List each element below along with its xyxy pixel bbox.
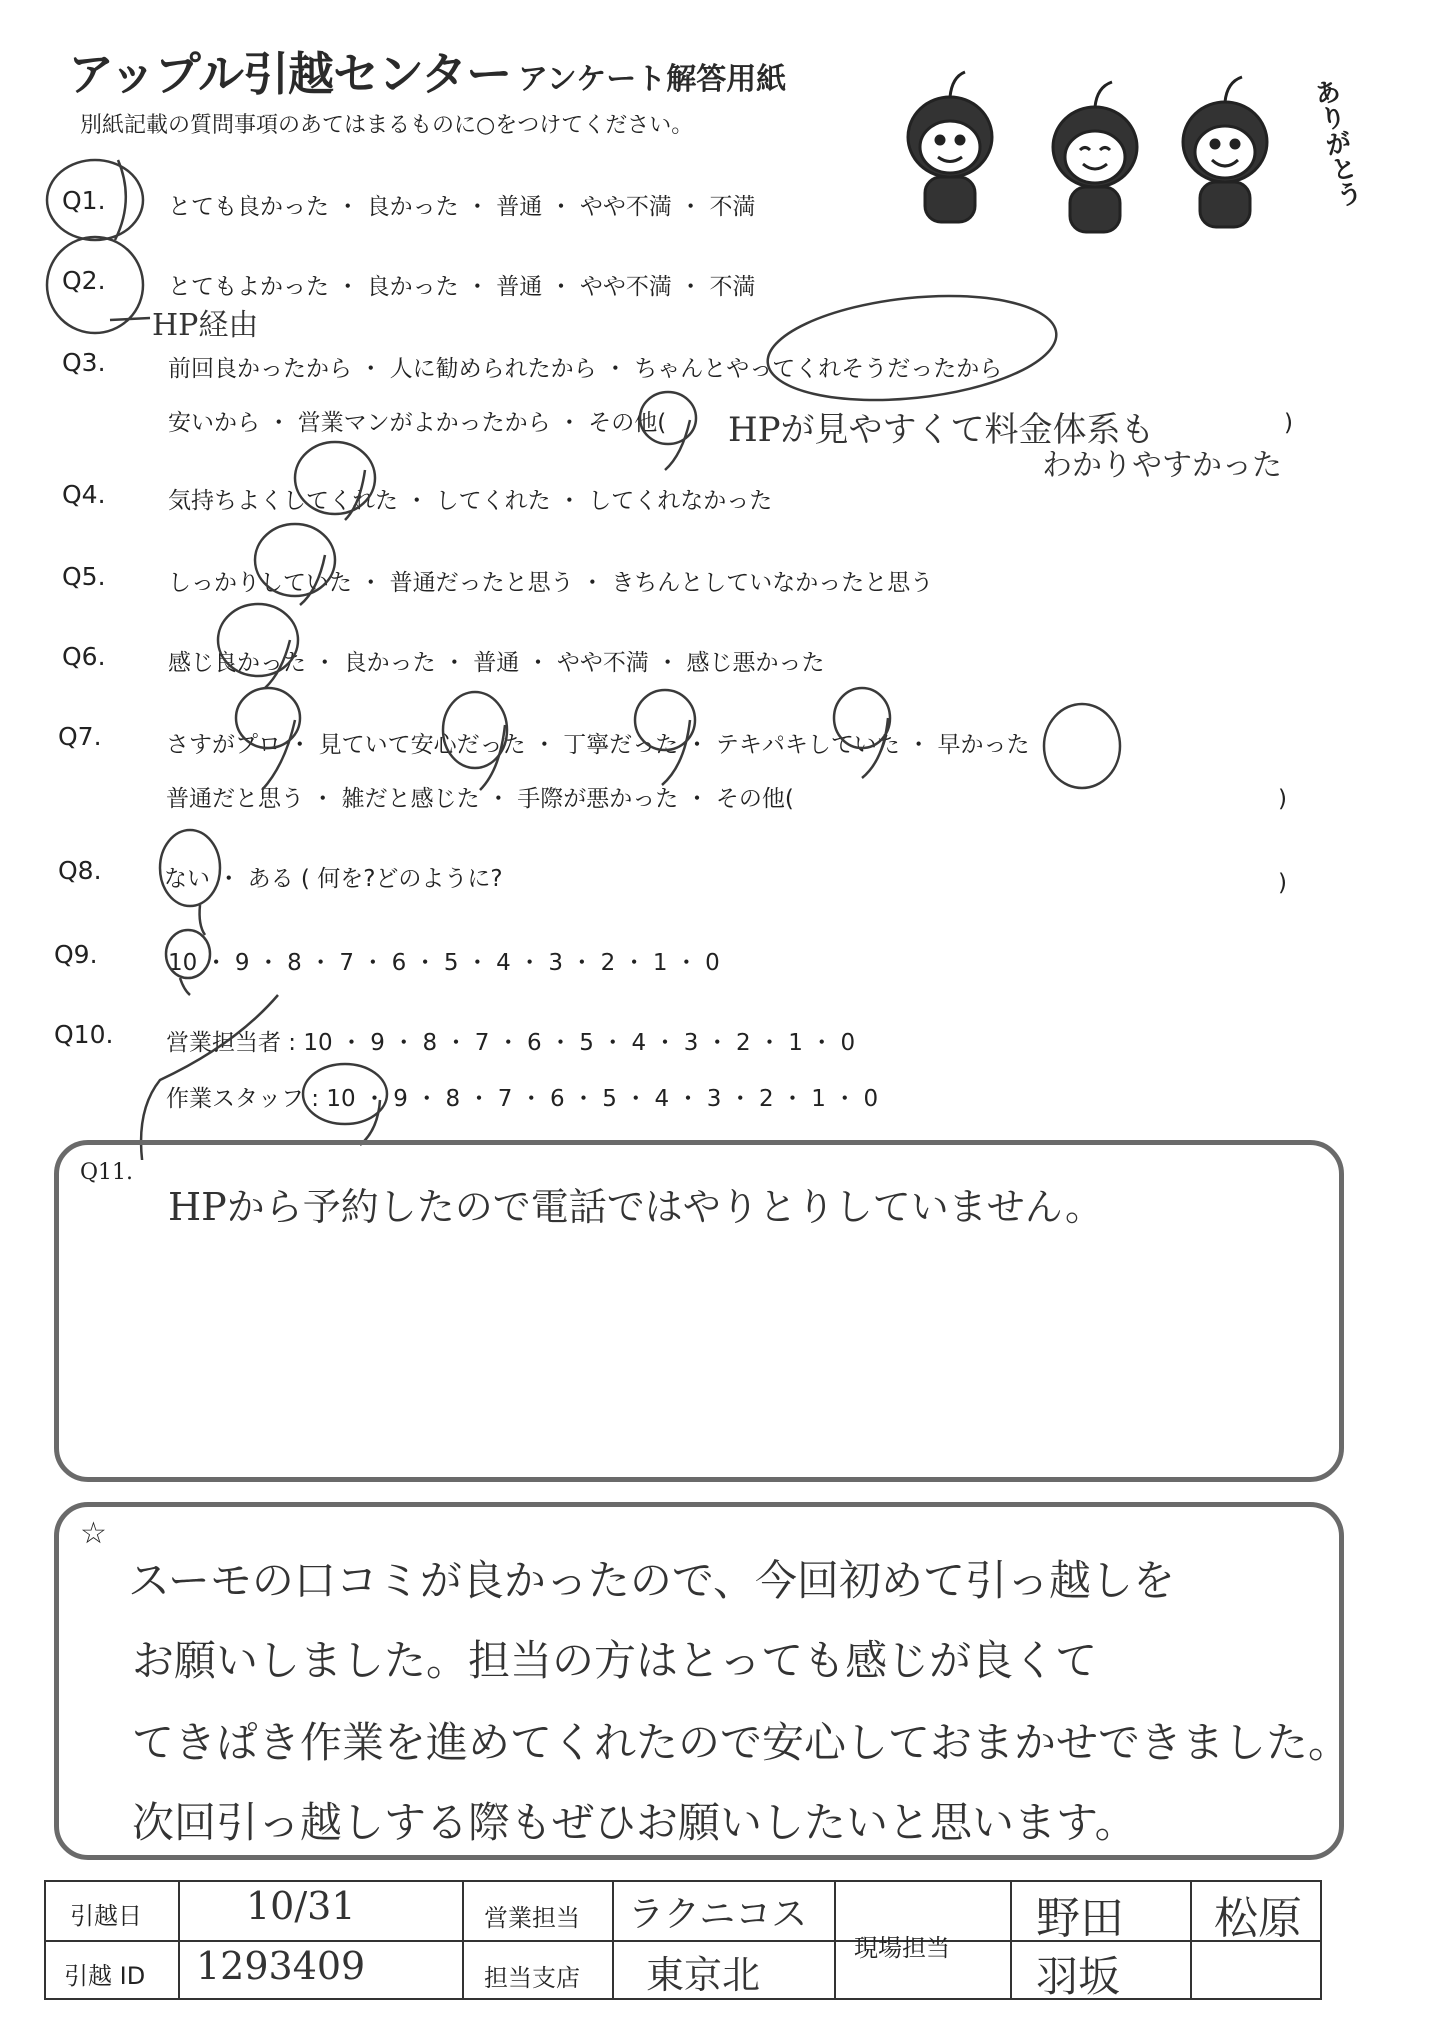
q3-other-close: ) (1284, 410, 1293, 436)
q3-other-handwriting-2: わかりやすかった (1042, 448, 1282, 483)
pen-stroke (662, 720, 690, 785)
q10-label: Q10. (54, 1020, 114, 1049)
circle-mark (47, 160, 143, 240)
q10-sales-scale: 営業担当者 : 10 ・ 9 ・ 8 ・ 7 ・ 6 ・ 5 ・ 4 ・ 3 ・ 2 ・ 1 ・ 0 (166, 1030, 856, 1056)
instruction-text: 別紙記載の質問事項のあてはまるものに○をつけてください。 (80, 113, 694, 138)
site-staff-2: 松原 (1214, 1893, 1302, 1944)
q7-label: Q7. (58, 722, 102, 751)
footer-info-table (44, 1880, 1322, 2000)
q1-options: とても良かった ・ 良かった ・ 普通 ・ やや不満 ・ 不満 (168, 194, 756, 220)
sales-rep-label: 営業担当 (484, 1904, 580, 1932)
q11-handwritten-answer: HPから予約したので電話ではやりとりしていません。 (168, 1185, 1103, 1229)
form-title: アンケート解答用紙 (518, 62, 787, 97)
circle-mark (160, 830, 220, 906)
comment-line-1: スーモの口コミが良かったので、今回初めて引っ越しを (128, 1556, 1176, 1605)
pen-stroke (110, 318, 150, 320)
q10-staff-scale: 作業スタッフ : 10 ・ 9 ・ 8 ・ 7 ・ 6 ・ 5 ・ 4 ・ 3 ・ 2 ・ 1 ・ 0 (166, 1086, 879, 1112)
pen-stroke (480, 725, 505, 790)
q6-label: Q6. (62, 642, 106, 671)
q8-options: ない ・ ある ( 何を?どのように? (164, 866, 503, 892)
q5-label: Q5. (62, 562, 106, 591)
pen-stroke (200, 905, 205, 935)
circle-mark (1044, 704, 1120, 788)
site-staff-label: 現場担当 (854, 1934, 950, 1962)
circle-mark (834, 688, 890, 748)
move-date-value: 10/31 (246, 1884, 356, 1928)
site-staff-3: 羽坂 (1036, 1952, 1121, 2001)
star-icon: ☆ (80, 1516, 107, 1551)
q2-label: Q2. (62, 266, 106, 295)
pen-stroke (115, 160, 126, 240)
q11-label: Q11. (80, 1160, 134, 1185)
circle-mark (303, 1064, 387, 1124)
q2-options: とてもよかった ・ 良かった ・ 普通 ・ やや不満 ・ 不満 (168, 274, 756, 300)
site-staff-1: 野田 (1036, 1893, 1124, 1944)
pen-stroke (141, 995, 278, 1160)
move-id-value: 1293409 (196, 1944, 366, 1988)
q9-label: Q9. (54, 940, 98, 969)
circle-mark (218, 604, 298, 676)
circle-mark (640, 392, 696, 444)
q3-options-line2: 安いから ・ 営業マンがよかったから ・ その他( (168, 410, 667, 436)
circle-mark (443, 692, 507, 768)
branch-label: 担当支店 (484, 1964, 580, 1992)
q4-label: Q4. (62, 480, 106, 509)
comment-line-2: お願いしました。担当の方はとっても感じが良くて (132, 1636, 1098, 1685)
company-name: アップル引越センター (68, 47, 512, 101)
q3-options-line1: 前回良かったから ・ 人に勧められたから ・ ちゃんとやってくれそうだったから (168, 356, 1003, 382)
move-id-label: 引越 ID (64, 1962, 146, 1990)
q9-scale: 10 ・ 9 ・ 8 ・ 7 ・ 6 ・ 5 ・ 4 ・ 3 ・ 2 ・ 1 ・ 0 (168, 950, 720, 976)
branch-value: 東京北 (646, 1953, 761, 1997)
q3-other-handwriting-1: HPが見やすくて料金体系も (728, 410, 1155, 450)
q7-other-close: ) (1278, 786, 1287, 812)
circle-mark (763, 283, 1062, 413)
circle-mark (166, 930, 210, 978)
q6-options: 感じ良かった ・ 良かった ・ 普通 ・ やや不満 ・ 感じ悪かった (168, 650, 825, 676)
q8-close: ) (1278, 870, 1287, 896)
q2-handwritten-note: HP経由 (152, 308, 259, 343)
comment-line-4: 次回引っ越しする際もぜひお願いしたいと思います。 (132, 1798, 1137, 1847)
q1-label: Q1. (62, 186, 106, 215)
q5-options: しっかりしていた ・ 普通だったと思う ・ きちんとしていなかったと思う (168, 570, 934, 596)
arigatou-text: ありがとう (1307, 76, 1365, 210)
q3-label: Q3. (62, 348, 106, 377)
move-date-label: 引越日 (70, 1902, 142, 1930)
q7-options-line2: 普通だと思う ・ 雑だと感じた ・ 手際が悪かった ・ その他( (166, 786, 794, 812)
pen-stroke (300, 555, 325, 605)
comment-line-3: てきぱき作業を進めてくれたので安心しておまかせできました。 (132, 1718, 1351, 1767)
q4-options: 気持ちよくしてくれた ・ してくれた ・ してくれなかった (168, 488, 773, 514)
q7-options-line1: さすがプロ ・ 見ていて安心だった ・ 丁寧だった ・ テキパキしていた ・ 早かった (166, 732, 1030, 758)
pen-stroke (262, 720, 295, 790)
q8-label: Q8. (58, 856, 102, 885)
sales-rep-value: ラクニコス (628, 1894, 808, 1935)
pen-stroke (180, 978, 190, 995)
